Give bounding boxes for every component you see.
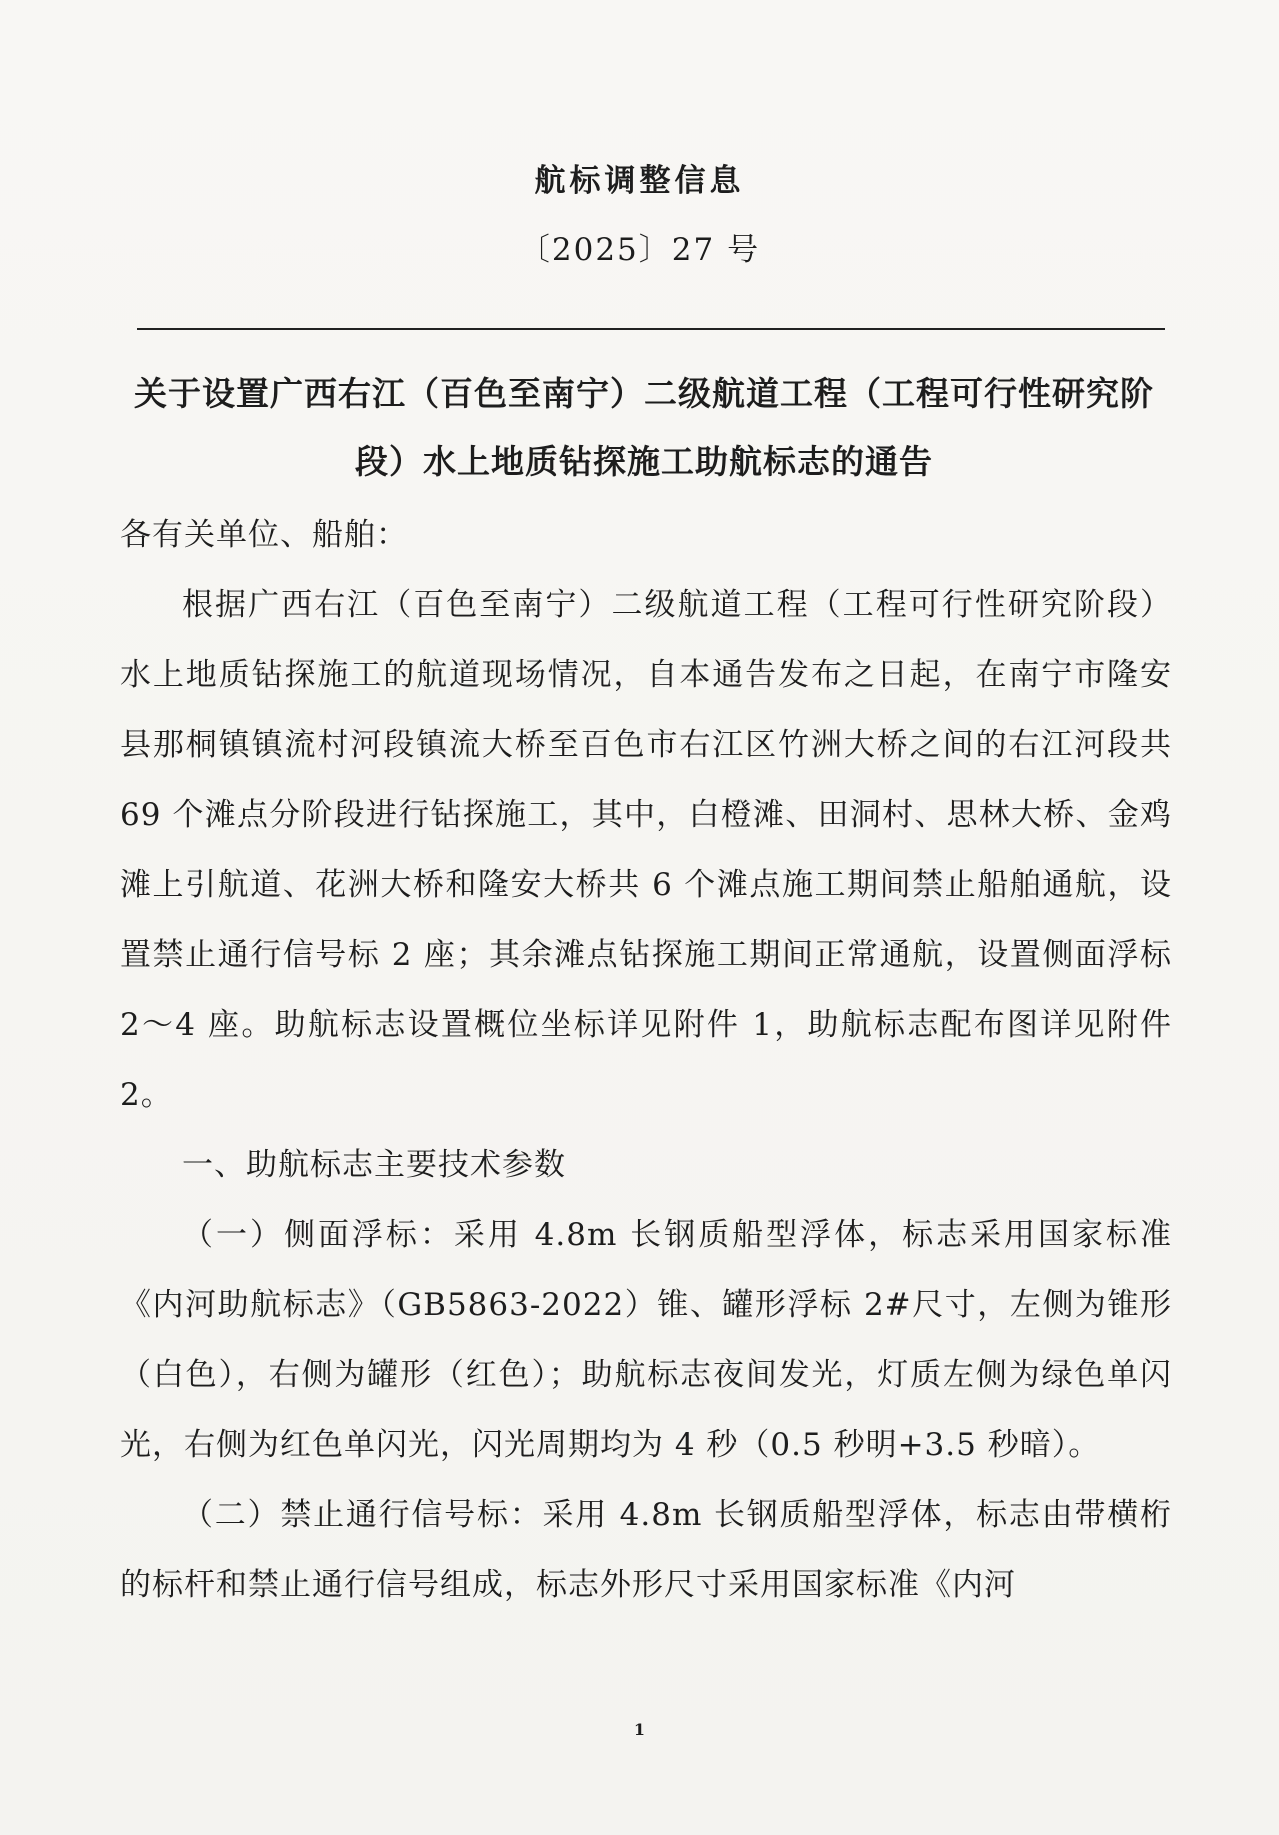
section-heading: 一、助航标志主要技术参数 bbox=[182, 1147, 566, 1183]
document-heading: 航标调整信息 bbox=[534, 163, 745, 199]
page-number: 1 bbox=[633, 1720, 646, 1739]
side-buoy-paragraph: （一）侧面浮标：采用 4.8m 长钢质船型浮体，标志采用国家标准《内河助航标志》（GB5863-2022）锥、罐形浮标 2#尺寸，左侧为锥形（白色），右侧为罐形（红色）；助航标志夜间发光，灯质左侧为绿色单闪光，右侧为红色单闪光，闪光周期均为 4 秒（0.5 秒明+3.5 秒暗）。 bbox=[120, 1217, 1172, 1463]
notice-body bbox=[120, 500, 1172, 1620]
intro-paragraph: 根据广西右江（百色至南宁）二级航道工程（工程可行性研究阶段）水上地质钻探施工的航道现场情况，自本通告发布之日起，在南宁市隆安县那桐镇镇流村河段镇流大桥至百色市右江区竹洲大桥之间的右江河段共 69 个滩点分阶段进行钻探施工，其中，白橙滩、田洞村、思林大桥、金鸡滩上引航道、花洲大桥和隆安大桥共 6 个滩点施工期间禁止船舶通航，设置禁止通行信号标 2 座；其余滩点钻探施工期间正常通航，设置侧面浮标 2～4 座。助航标志设置概位坐标详见附件 1，助航标志配布图详见附件 2。 bbox=[120, 587, 1172, 1113]
salutation: 各有关单位、船舶： bbox=[120, 517, 408, 553]
notice-title: 关于设置广西右江（百色至南宁）二级航道工程（工程可行性研究阶段）水上地质钻探施工助航标志的通告 bbox=[134, 374, 1154, 481]
document-number: 〔2025〕27 号 bbox=[518, 232, 761, 268]
no-passage-signal-paragraph: （二）禁止通行信号标：采用 4.8m 长钢质船型浮体，标志由带横桁的标杆和禁止通行信号组成，标志外形尺寸采用国家标准《内河 bbox=[120, 1497, 1172, 1603]
header-divider bbox=[137, 328, 1165, 330]
